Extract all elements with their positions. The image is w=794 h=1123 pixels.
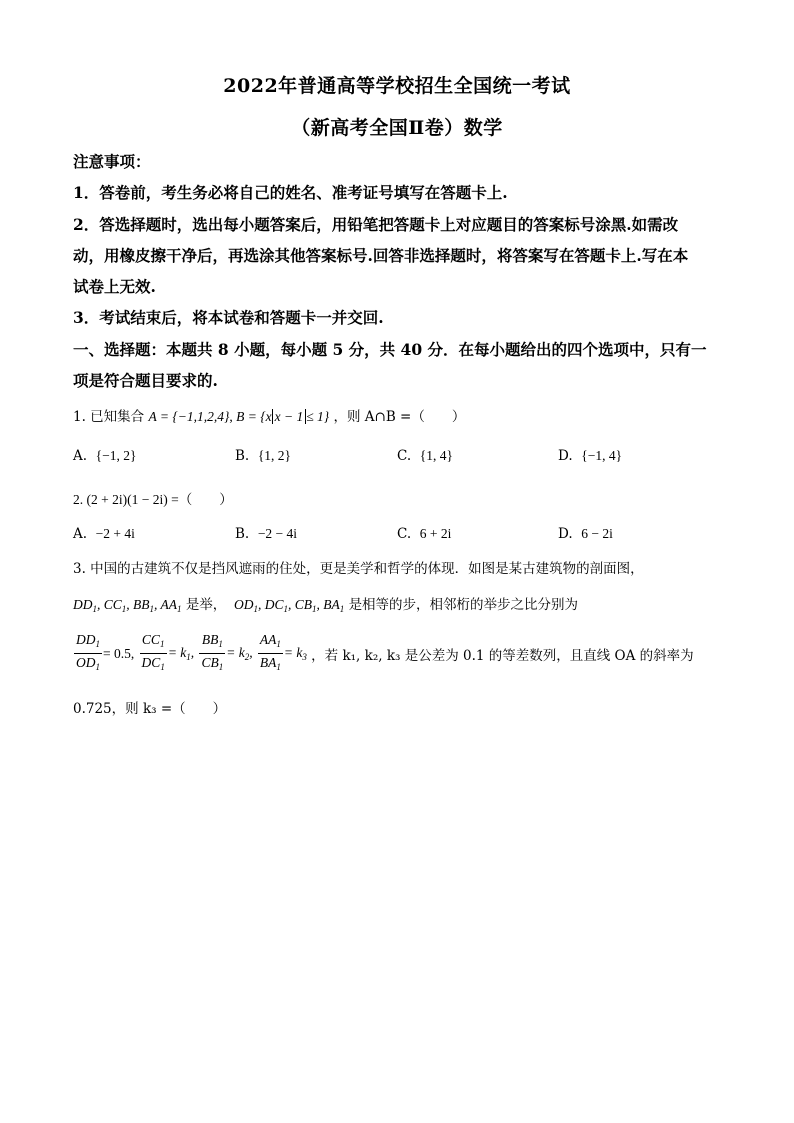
q3-eq-value: = 0.5, — [103, 645, 135, 661]
fraction-aa1-ba1: $\frac{AA_1}{BA_1}$ — [259, 632, 281, 672]
option-letter: C. — [397, 448, 412, 464]
question-2-stem: 2. (2 + 2i)(1 − 2i) =（ ） — [73, 492, 233, 507]
option-value: {1, 2} — [257, 448, 292, 463]
q3-line2-part-a: 是举， — [185, 597, 227, 613]
option-value: −2 + 4i — [95, 526, 135, 541]
note-item-2-line2: 动，用橡皮擦干净后，再选涂其他答案标号.回答非选择题时，将答案写在答题卡上.写在本 — [73, 246, 689, 265]
q2-option-d — [558, 526, 613, 542]
option-letter: D. — [558, 526, 573, 542]
q2-option-c — [397, 526, 451, 542]
note-item-1: 1．答卷前，考生务必将自己的姓名、准考证号填写在答题卡上. — [73, 183, 508, 202]
note-item-2-line1: 2．答选择题时，选出每小题答案后，用铅笔把答题卡上对应题目的答案标号涂黑.如需改 — [73, 215, 679, 234]
section1-heading-line1: 一、选择题：本题共 8 小题，每小题 5 分，共 40 分．在每小题给出的四个选项中，只有一 — [73, 340, 707, 359]
option-letter: A. — [73, 526, 88, 542]
q1-set-b-left: B = {x — [236, 409, 272, 424]
q1-prefix: 1. 已知集合 — [73, 409, 145, 425]
option-value: 6 + 2i — [419, 526, 452, 541]
fraction-bb1-cb1: $\frac{BB_1}{CB_1}$ — [201, 632, 224, 672]
option-value: {−1, 4} — [581, 448, 623, 463]
q1-suffix: ，则 A∩B =（ ） — [333, 409, 466, 425]
question-3-line1: 3. 中国的古建筑不仅是挡风遮雨的住处，更是美学和哲学的体现．如图是某古建筑物的剖面图， — [73, 561, 644, 577]
q1-option-a — [73, 448, 136, 464]
fraction-dd1-od1: $\frac{DD_1}{OD_1}$ — [76, 632, 100, 672]
exam-title: 2022年普通高等学校招生全国统一考试 — [223, 75, 571, 97]
option-letter: B. — [235, 448, 250, 464]
option-letter: B. — [235, 526, 250, 542]
option-letter: A. — [73, 448, 88, 464]
q1-set-b-abs: x − 1 — [272, 409, 307, 424]
q3-line3-tail: ，若 k₁, k₂, k₃ 是公差为 0.1 的等差数列，且直线 OA 的斜率为 — [311, 647, 694, 664]
fraction-cc1-dc1: $\frac{CC_1}{DC_1}$ — [141, 632, 165, 672]
question-3-line2: $DD_1$, $CC_1$, $BB_1$, $AA_1$ 是举， $OD_1$, $DC_1$, $CB_1$, $BA_1$ 是相等的步，相邻桁的举步之比分别为 — [73, 597, 579, 614]
q1-option-c — [397, 448, 453, 464]
option-letter: D. — [558, 448, 573, 464]
q2-option-a — [73, 526, 135, 542]
option-letter: C. — [397, 526, 412, 542]
q1-set-a: A = {−1,1,2,4} — [148, 409, 230, 424]
option-value: 6 − 2i — [581, 526, 613, 541]
question-1-stem: 1. 已知集合 A = {−1,1,2,4}, B = {x x − 1 ≤ 1} ，则 A∩B =（ ） — [73, 409, 466, 425]
notes-heading: 注意事项： — [73, 152, 151, 171]
q1-option-b — [235, 448, 291, 464]
question-3-line4: 0.725，则 k₃ =（ ） — [73, 701, 227, 717]
q1-set-b-right: ≤ 1} — [306, 409, 330, 424]
option-value: {−1, 2} — [95, 448, 137, 463]
note-item-3: 3．考试结束后，将本试卷和答题卡一并交回. — [73, 308, 384, 327]
question-3-line3: $\frac{DD_1}{OD_1}$ = 0.5, $\frac{CC_1}{DC_1}$ = $k_1$, $\frac{BB_1}{CB_1}$ = $k_2$, $\frac{AA_1}{BA_1}$ = $k_3$ ，若 k₁, k₂, k₃ 是公差为 0.1 的等差数列，且直线 OA 的斜率为 — [73, 631, 694, 676]
q1-option-d — [558, 448, 622, 464]
q3-line2-part-b: 是相等的步，相邻桁的举步之比分别为 — [348, 597, 579, 613]
section1-heading-line2: 项是符合题目要求的. — [73, 371, 218, 390]
option-value: −2 − 4i — [257, 526, 298, 541]
exam-subtitle: （新高考全国Ⅱ卷）数学 — [291, 117, 503, 139]
note-item-2-line3: 试卷上无效. — [73, 277, 156, 296]
q2-option-b — [235, 526, 297, 542]
option-value: {1, 4} — [419, 448, 453, 463]
